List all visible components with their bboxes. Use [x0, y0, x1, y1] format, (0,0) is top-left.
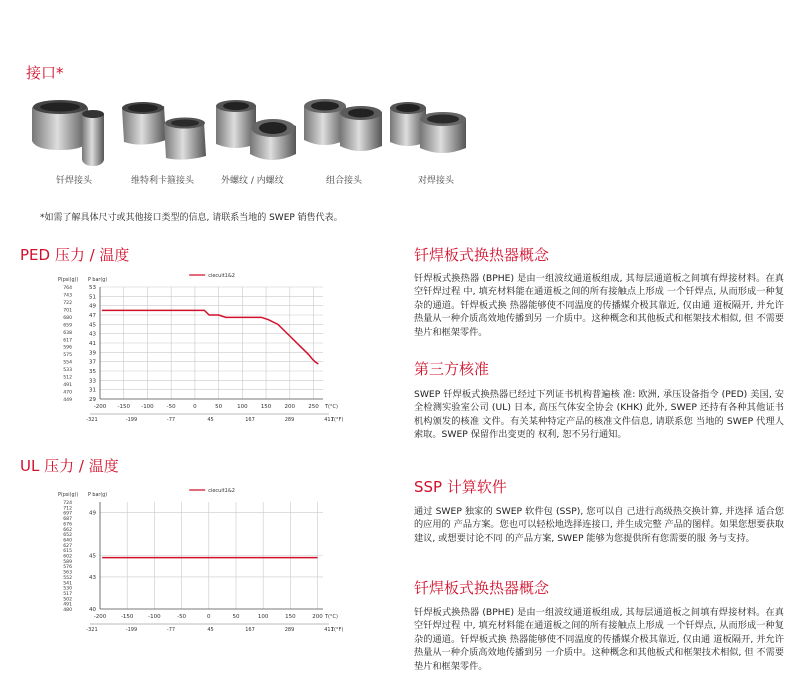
psi-tick-label: 662: [63, 527, 72, 533]
threaded-fitting-icon: [210, 96, 305, 176]
approvals-text: SWEP 钎焊板式换热器已经过下列证书机构普遍核 准: 欧洲, 承压设备指令 (PED) 美国, 安全检测实验室公司 (UL) 日本, 高压气体安全协会 (KHK) 此外, SWEP 还持有各种其他证书机构颁发的核准 文件。有关某种特定产品的核准文件信息, 请联系您 当地的 SWEP 代理人索取。SWEP 保留作出变更的 权利, 恕不另行通知。: [414, 389, 784, 441]
bphe-concept-heading-2: 钎焊板式换热器概念: [414, 579, 550, 597]
ssp-heading: SSP 计算软件: [414, 478, 507, 496]
x-tick-label: -100: [141, 404, 154, 410]
x2-tick-label: 45: [207, 627, 214, 633]
x2-tick-label: -321: [86, 417, 98, 423]
combination-fitting-icon: [300, 96, 395, 176]
x2-tick-label: 167: [245, 627, 255, 633]
bar-axis-label: P bar(g): [88, 278, 108, 283]
psi-tick-label: 596: [63, 345, 72, 351]
x-tick-label: -200: [93, 404, 107, 410]
psi-tick-label: 743: [63, 293, 72, 299]
x2-tick-label: 411: [324, 627, 334, 633]
y-tick-label: 43: [89, 574, 96, 581]
y-tick-label: 51: [89, 294, 96, 301]
x-tick-label: 50: [215, 404, 223, 410]
psi-tick-label: 615: [63, 549, 72, 555]
psi-tick-label: 652: [63, 533, 72, 539]
x-tick-label: 100: [237, 404, 248, 410]
psi-tick-label: 563: [63, 570, 72, 576]
psi-tick-label: 712: [63, 506, 72, 512]
x-tick-label: 150: [260, 404, 272, 410]
x-axis-label: T(°C): [325, 614, 338, 620]
x2-tick-label: 167: [245, 417, 255, 423]
y-tick-label: 45: [89, 553, 96, 560]
x-axis-label: T(°C): [325, 404, 338, 410]
x-tick-label: -50: [177, 614, 187, 620]
psi-tick-label: 480: [63, 608, 72, 613]
psi-tick-label: 676: [63, 522, 72, 528]
psi-tick-label: 530: [63, 586, 72, 592]
psi-tick-label: 640: [63, 538, 72, 544]
y-tick-label: 37: [89, 359, 96, 366]
psi-tick-label: 722: [63, 300, 72, 306]
psi-tick-label: 617: [63, 338, 72, 344]
x2-tick-label: -199: [125, 627, 138, 633]
psi-tick-label: 470: [63, 390, 72, 396]
fitting-label-brazed: 钎焊接头: [56, 176, 93, 186]
psi-tick-label: 552: [63, 575, 72, 581]
psi-tick-label: 680: [63, 315, 72, 321]
psi-tick-label: 502: [63, 597, 72, 603]
x-tick-label: 200: [312, 614, 323, 620]
ped-chart-title: PED 压力 / 温度: [20, 246, 130, 264]
psi-tick-label: 517: [63, 591, 72, 597]
x2-tick-label: -321: [86, 627, 98, 633]
x2-tick-label: -77: [166, 417, 176, 423]
x-tick-label: 100: [257, 614, 269, 620]
psi-tick-label: 512: [63, 375, 72, 381]
fitting-label-victaulic: 维特利卡箍接头: [131, 176, 195, 186]
psi-tick-label: 724: [63, 501, 72, 506]
y-tick-label: 49: [89, 510, 96, 517]
y-tick-label: 43: [89, 331, 96, 338]
psi-tick-label: 687: [63, 517, 72, 523]
y-tick-label: 45: [89, 322, 96, 329]
psi-tick-label: 554: [63, 360, 72, 366]
x2-axis-label: T(°F): [331, 417, 344, 423]
x2-tick-label: 289: [284, 417, 295, 423]
x-tick-label: 250: [308, 404, 319, 410]
x-tick-label: 0: [207, 614, 211, 620]
bar-axis-label: P bar(g): [88, 493, 108, 498]
connections-footnote: *如需了解具体尺寸或其他接口类型的信息, 请联系当地的 SWEP 销售代表。: [40, 213, 343, 223]
psi-tick-label: 533: [63, 368, 72, 374]
fitting-label-threaded: 外螺纹 / 内螺纹: [221, 176, 284, 186]
y-tick-label: 49: [89, 303, 96, 310]
y-tick-label: 35: [89, 369, 96, 375]
fitting-label-weld: 对焊接头: [418, 176, 455, 186]
y-tick-label: 53: [89, 285, 96, 291]
victaulic-fitting-icon: [118, 96, 213, 176]
psi-tick-label: 627: [63, 543, 72, 549]
psi-tick-label: 697: [63, 511, 72, 517]
x-tick-label: 50: [232, 614, 240, 620]
legend-label: ciecuit1&2: [208, 273, 235, 279]
psi-tick-label: 638: [63, 330, 72, 336]
psi-tick-label: 541: [63, 581, 72, 587]
psi-tick-label: 764: [63, 286, 72, 291]
psi-axis-label: P(psi(g)): [58, 278, 79, 283]
psi-tick-label: 491: [63, 602, 72, 608]
psi-axis-label: P(psi(g)): [58, 493, 79, 498]
legend-label: ciecuit1&2: [208, 488, 235, 494]
y-tick-label: 31: [89, 387, 96, 394]
psi-tick-label: 602: [63, 554, 72, 560]
brazed-fitting-icon: [24, 96, 114, 176]
x2-axis-label: T(°F): [331, 627, 344, 633]
psi-tick-label: 449: [63, 398, 72, 403]
x2-tick-label: 289: [284, 627, 295, 633]
ul-pressure-temperature-chart: [56, 480, 344, 645]
y-tick-label: 33: [89, 378, 96, 385]
x2-tick-label: 45: [207, 417, 214, 423]
x-tick-label: 0: [193, 404, 197, 410]
weld-fitting-icon: [386, 96, 481, 176]
connections-title: 接口*: [26, 64, 64, 82]
y-tick-label: 39: [89, 350, 96, 357]
series-line: [102, 310, 318, 364]
psi-tick-label: 659: [63, 323, 72, 329]
psi-tick-label: 491: [63, 383, 72, 389]
x-tick-label: -150: [117, 404, 130, 410]
x-tick-label: -100: [148, 614, 161, 620]
bphe-concept-heading: 钎焊板式换热器概念: [414, 246, 550, 264]
x-tick-label: -200: [93, 614, 107, 620]
x-tick-label: 200: [284, 404, 296, 410]
ped-pressure-temperature-chart: [56, 265, 344, 435]
x-tick-label: 150: [285, 614, 296, 620]
y-tick-label: 41: [89, 341, 96, 347]
y-tick-label: 29: [89, 397, 96, 403]
x2-tick-label: -77: [166, 627, 176, 633]
psi-tick-label: 589: [63, 559, 72, 565]
bphe-concept-text: 钎焊板式换热器 (BPHE) 是由一组波纹通道板组成, 其每层通道板之间填有焊接材料。在真空钎焊过程 中, 填充材料能在通道板之间的所有接触点上形成 一个钎焊点, 从而形成一种复杂的通道。钎焊板式换 热器能够使不同温度的传播媒介极其靠近, 仅由通 道板隔开, 并允许热量从一种介质高效地传播到另 一介质中。这种概念和其他板式和框架技术相似, 但 不需要垫片和框架零件。: [414, 273, 784, 338]
psi-tick-label: 701: [63, 308, 72, 314]
x-tick-label: -50: [166, 404, 176, 410]
y-tick-label: 40: [89, 607, 96, 613]
approvals-heading: 第三方核准: [414, 360, 490, 378]
bphe-concept-text-2: 钎焊板式换热器 (BPHE) 是由一组波纹通道板组成, 其每层通道板之间填有焊接材料。在真空钎焊过程 中, 填充材料能在通道板之间的所有接触点上形成 一个钎焊点, 从而形成一种复杂的通道。钎焊板式换 热器能够使不同温度的传播媒介极其靠近, 仅由通 道板隔开, 并允许热量从一种介质高效地传播到另 一介质中。这种概念和其他板式和框架技术相似, 但 不需要垫片和框架零件。: [414, 607, 784, 672]
x2-tick-label: 411: [324, 417, 334, 423]
fitting-label-combination: 组合接头: [326, 176, 363, 186]
x2-tick-label: -199: [125, 417, 138, 423]
x-tick-label: -150: [120, 614, 134, 620]
y-tick-label: 47: [89, 313, 96, 319]
ssp-text: 通过 SWEP 独家的 SWEP 软件包 (SSP), 您可以自 己进行高级热交换计算, 并选择 适合您的应用的 产品方案。您也可以轻松地选择连接口, 并生成完整 产品的图样。如果您想要获取建议, 或想要讨论不同 的产品方案, SWEP 能够为您提供所有您需要的服 务与支持。: [414, 506, 784, 544]
psi-tick-label: 575: [63, 353, 72, 359]
ul-chart-title: UL 压力 / 温度: [20, 457, 119, 475]
psi-tick-label: 576: [63, 565, 72, 571]
